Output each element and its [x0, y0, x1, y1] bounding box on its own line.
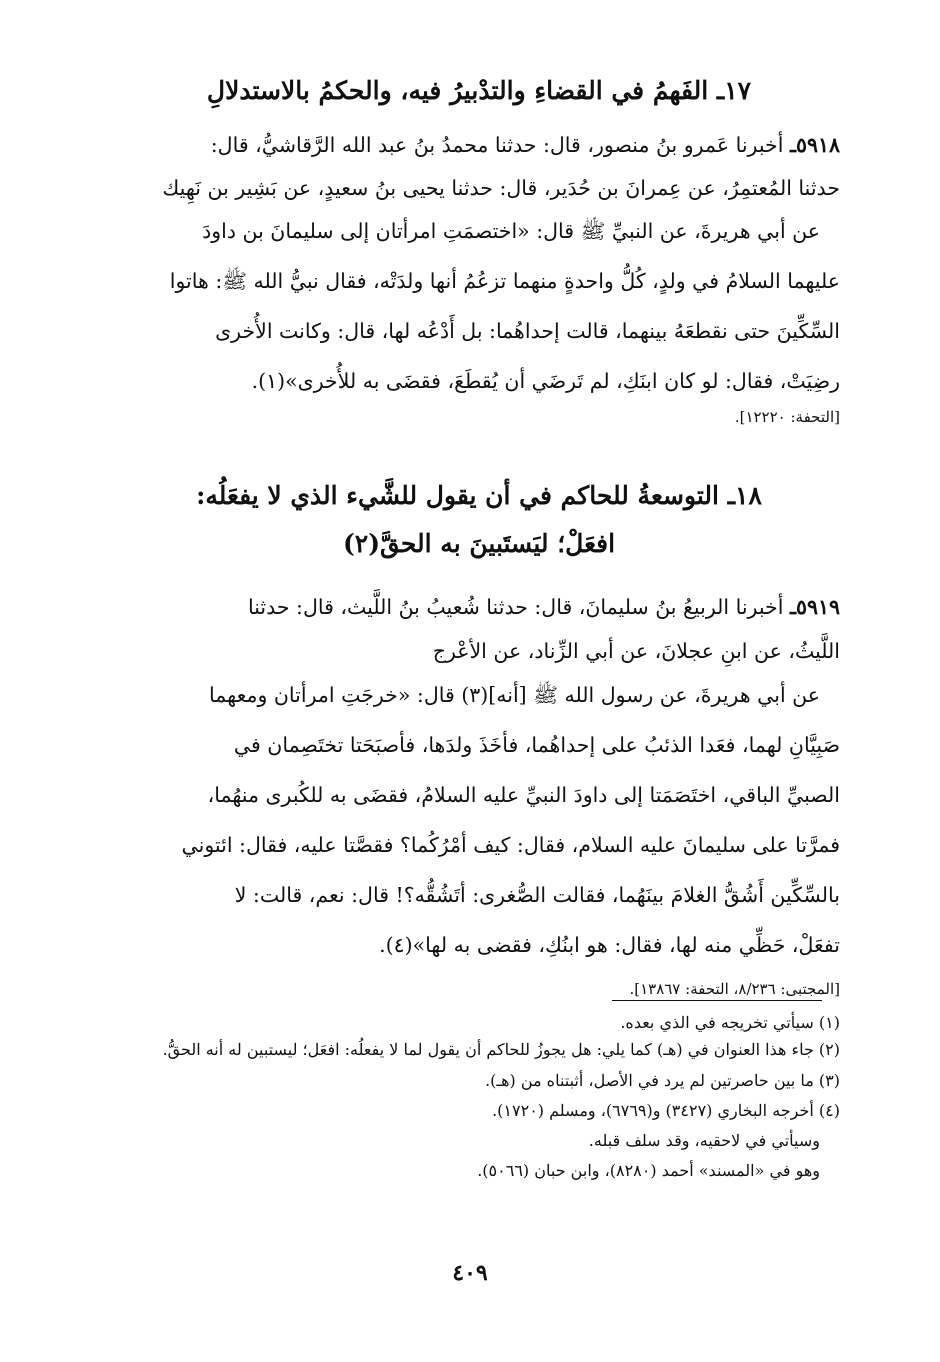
footnote-4-continuation-1: وسيأتي في لاحقيه، وقد سلف قبله.: [588, 1131, 820, 1150]
hadith-5919-text: [118, 582, 840, 970]
hadith-number: ٥٩١٩ـ: [789, 595, 840, 619]
section-18-heading-line-2: افعَلْ؛ ليَستَبينَ به الحقَّ(٢): [342, 529, 616, 558]
hadith-5918-line-4: عليهما السلامُ في ولدٍ، كُلُّ واحدةٍ منهما تزعُمُ أنها ولدَتْه، فقال نبيُّ الله ﷺ: هاتوا: [169, 269, 840, 293]
hadith-5919-line-2: اللَّيثُ، عن ابنِ عجلانَ، عن أبي الزِّناد، عن الأعْرج: [432, 639, 840, 663]
hadith-5918: [118, 120, 840, 428]
footnote-4: (٤) أخرجه البخاري (٣٤٢٧) و(٦٧٦٩)، ومسلم (١٧٢٠).: [492, 1101, 840, 1120]
footnote-separator: [612, 1000, 822, 1001]
hadith-5919-line-3: عن أبي هريرةَ، عن رسول الله ﷺ [أنه](٣) قال: «خرجَتِ امرأتان ومعهما: [209, 683, 820, 707]
hadith-5919-line-5: الصبيِّ الباقي، اختَصَمَتا إلى داودَ النبيِّ عليه السلامُ، فقضَى به للكُبرى منهُما،: [207, 783, 840, 807]
hadith-5918-source: [التحفة: ١٢٢٢٠].: [734, 408, 840, 426]
hadith-5918-line-2: حدثنا المُعتمِرُ، عن عِمرانَ بن حُدَير، قال: حدثنا يحيى بنُ سعيدٍ، عن بَشِير بن نَهِيك: [162, 176, 840, 200]
section-17: [118, 72, 840, 110]
footnotes: [118, 1008, 840, 1186]
hadith-5918-text: [118, 120, 840, 406]
hadith-5918-line-1: ٥٩١٨ـ أخبرنا عَمرو بنُ منصور، قال: حدثنا محمدُ بنُ عبد الله الرَّقاشيُّ، قال:: [210, 133, 840, 157]
hadith-5919-source: [المجتبى: ٨/٢٣٦، التحفة: ١٣٨٦٧].: [629, 980, 840, 998]
hadith-5918-line-3: عن أبي هريرةَ، عن النبيِّ ﷺ قال: «اختصمَتِ امرأتان إلى سليمانَ بن داودَ: [202, 219, 820, 243]
section-18: [118, 472, 840, 568]
hadith-5918-line-6: رضِيَتْ، فقال: لو كان ابنَكِ، لم تَرضَي أن يُقطَعَ، فقضَى به للأُخرى»(١).: [251, 369, 840, 393]
hadith-5919-line-7: بالسِّكِّين أَشُقُّ الغلامَ بينَهُما، فقالت الصُّغرى: أتَشُقُّه؟! قال: نعم، قالت: لا: [234, 883, 840, 907]
hadith-5918-line-5: السِّكِّينَ حتى نقطعَهُ بينهما، قالت إحداهُما: بل أَدْعُه لها، قال: وكانت الأُخرى: [215, 319, 840, 343]
hadith-5919: [118, 582, 840, 1000]
hadith-5919-line-8: تفعَلْ، حَظِّي منه لها، فقال: هو ابنُكِ، فقضى به لها»(٤).: [379, 933, 840, 957]
section-18-heading-line-1: ١٨ـ التوسعةُ للحاكم في أن يقول للشَّيء الذي لا يفعَلُه:: [196, 481, 762, 510]
hadith-5919-line-1: ٥٩١٩ـ أخبرنا الربيعُ بنُ سليمانَ، قال: حدثنا شُعيبُ بنُ اللَّيث، قال: حدثنا: [247, 595, 840, 619]
hadith-5919-line-6: فمرَّتا على سليمانَ عليه السلام، فقال: كيف أمْرُكُما؟ فقصَّتا عليه، فقال: ائتوني: [181, 833, 840, 857]
hadith-number: ٥٩١٨ـ: [789, 133, 840, 157]
page-number: ٤٠٩: [452, 1260, 488, 1286]
footnotes-list: [118, 1008, 840, 1186]
footnote-1: (١) سيأتي تخريجه في الذي بعده.: [620, 1013, 840, 1032]
footnote-4-continuation-2: وهو في «المسند» أحمد (٨٢٨٠)، وابن حبان (٥٠٦٦).: [477, 1161, 820, 1180]
section-17-heading: ١٧ـ الفَهمُ في القضاءِ والتدْبيرُ فيه، والحكمُ بالاستدلالِ: [206, 76, 752, 105]
hadith-5919-line-4: صَبِيَّانِ لهما، فعَدا الذئبُ على إحداهُما، فأخَذَ ولدَها، فأصبَحَتا تختَصِمان في: [233, 733, 840, 757]
footnote-2: (٢) جاء هذا العنوان في (هـ) كما يلي: هل يجوزُ للحاكم أن يقول لما لا يفعلُه: افعَل؛ ليستبين له أنه الحقُّ.: [162, 1040, 840, 1059]
footnote-3: (٣) ما بين حاصرتين لم يرد في الأصل، أثبتناه من (هـ).: [485, 1071, 840, 1090]
